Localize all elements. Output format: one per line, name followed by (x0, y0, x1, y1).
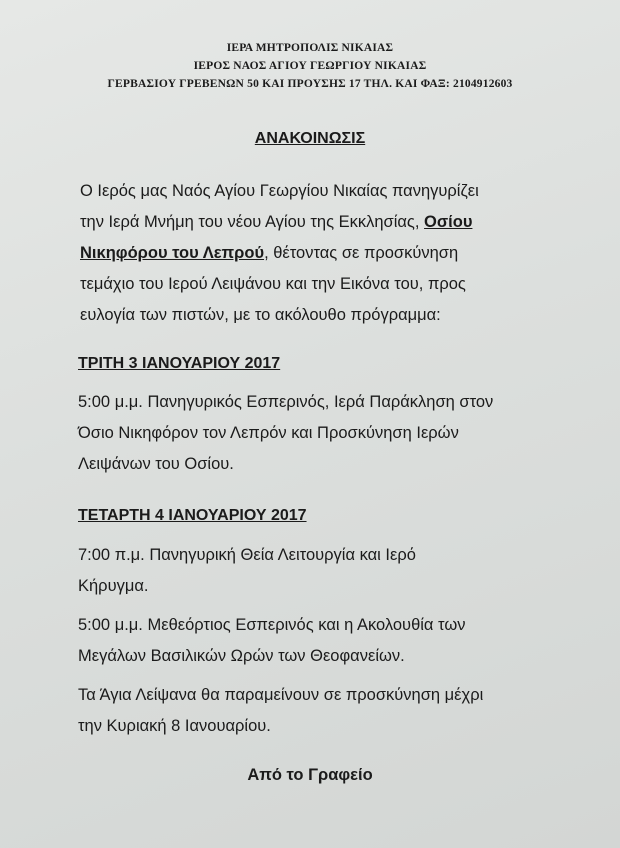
day2-evening-schedule (78, 610, 578, 672)
intro-text: , θέτοντας σε προσκύνηση (264, 244, 459, 262)
intro-paragraph (80, 176, 560, 331)
intro-line: Ο Ιερός μας Ναός Αγίου Γεωργίου Νικαίας πανηγυρίζει (80, 182, 479, 200)
closing-line: Τα Άγια Λείψανα θα παραμείνουν σε προσκύνηση μέχρι (78, 686, 484, 704)
closing-paragraph (78, 680, 578, 742)
schedule-line: Κήρυγμα. (78, 577, 149, 595)
header-address: ΓΕΡΒΑΣΙΟΥ ΓΡΕΒΕΝΩΝ 50 ΚΑΙ ΠΡΟΥΣΗΣ 17 ΤΗΛ. ΚΑΙ ΦΑΞ: 2104912603 (107, 78, 513, 90)
signature: Από το Γραφείο (247, 766, 373, 784)
schedule-line: 5:00 μ.μ. Πανηγυρικός Εσπερινός, Ιερά Παράκληση στον (78, 393, 494, 411)
header-metropolis: ΙΕΡΑ ΜΗΤΡΟΠΟΛΙΣ ΝΙΚΑΙΑΣ (226, 42, 394, 54)
schedule-line: Όσιο Νικηφόρον τον Λεπρόν και Προσκύνηση Ιερών (78, 424, 459, 442)
header-church: ΙΕΡΟΣ ΝΑΟΣ ΑΓΙΟΥ ΓΕΩΡΓΙΟΥ ΝΙΚΑΙΑΣ (193, 60, 427, 72)
saint-name-part1: Οσίου (424, 213, 473, 231)
schedule-line: Μεγάλων Βασιλικών Ωρών των Θεοφανείων. (78, 647, 405, 665)
intro-line: ευλογία των πιστών, με το ακόλουθο πρόγραμμα: (80, 306, 441, 324)
intro-line (80, 207, 560, 238)
day1-heading: ΤΡΙΤΗ 3 ΙΑΝΟΥΑΡΙΟΥ 2017 (78, 355, 281, 372)
day1-schedule (78, 387, 578, 480)
announcement-title: ΑΝΑΚΟΙΝΩΣΙΣ (254, 130, 366, 147)
saint-name-part2: Νικηφόρου του Λεπρού (80, 244, 265, 262)
day2-morning-schedule (78, 540, 578, 602)
schedule-line: Λειψάνων του Οσίου. (78, 455, 234, 473)
intro-line: τεμάχιο του Ιερού Λειψάνου και την Εικόνα του, προς (80, 275, 466, 293)
schedule-line: 5:00 μ.μ. Μεθεόρτιος Εσπερινός και η Ακολουθία των (78, 616, 466, 634)
schedule-line: 7:00 π.μ. Πανηγυρική Θεία Λειτουργία και Ιερό (78, 546, 416, 564)
intro-text: την Ιερά Μνήμη του νέου Αγίου της Εκκλησίας, (80, 213, 425, 231)
day2-heading: ΤΕΤΑΡΤΗ 4 ΙΑΝΟΥΑΡΙΟΥ 2017 (78, 507, 307, 524)
intro-line (80, 238, 560, 269)
closing-line: την Κυριακή 8 Ιανουαρίου. (78, 717, 271, 735)
